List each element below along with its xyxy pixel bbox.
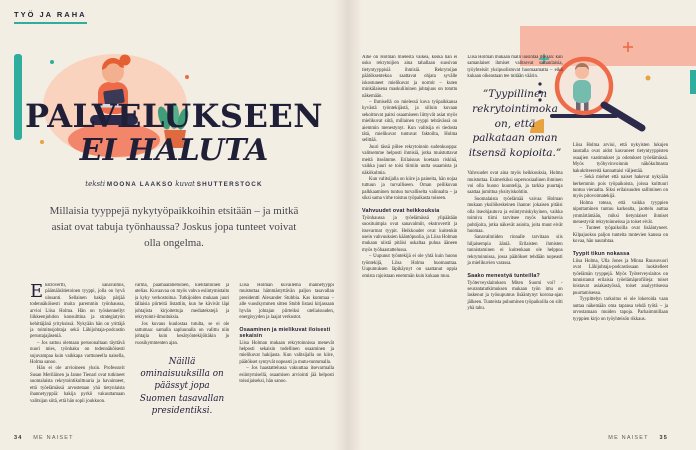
magazine-brand: ME NAISET	[33, 435, 74, 441]
byline-text-label: teksti	[85, 179, 106, 188]
body-paragraph: Liisa Holman mukaan malli uusintaa itseään: kun samanlaiset ihmiset valitsevat samanlaisia, työyhteisöt yksipuolistuvat huomaamatta – eikä kukaan oikeastaan tee mitään väärin.	[467, 55, 563, 80]
body-paragraph: Työterveyslaitoksen Miten Suomi voi? -seurantatutkimuksen mukaan työn imu on laskenut ja työuupumus lisääntynyt korona-ajan jälkeen. Tunteista puhuminen työpaikoilla on silti yhä tabu.	[467, 280, 563, 312]
body-paragraph: Vahvuudet ovat aina myös heikkouksia, Holma muistuttaa. Esimerkiksi supersosiaalinen ihminen voi olla huono kuuntelija, ja tarkka puurtaja saattaa jumittua yksityiskohtiin.	[467, 171, 563, 196]
pull-quote: ”Tyypillinen rekrytointimoka on, että palkataan oman itsensä kopioita.”	[468, 87, 562, 160]
left-body-columns	[30, 283, 334, 423]
body-column	[362, 55, 457, 423]
body-paragraph: Tyypittelyn tarkoitus ei ole lokeroida vaan auttaa näkemään oma tapansa tehdä työtä – ja arvostamaan muiden tapoja. Parhaimmillaan tyyppien kirjo on työyhteisön rikkaus.	[572, 297, 668, 322]
dot-decor	[50, 60, 54, 64]
page-number: 35	[659, 435, 668, 441]
body-paragraph: – Jos haastattelussa vakuuttaa itsevarmalla esiintymisellä, osaamisen arviointi jää helposti toissijaiseksi, hän sanoo.	[239, 366, 335, 385]
body-paragraph: Työnhaussa ja työelämässä ylipäätään suosituimpia ovat sanavalmiit, ekstrovertit ja itsevarmat tyypit. Heikkoudet ovat kuitenkin usein vahvuuksien kääntöpuolia, ja Liisa Holman mukaan niistä pitäisi uskaltaa puhua ääneen myös työhaastattelussa.	[362, 215, 458, 253]
magazine-brand: ME NAISET	[608, 435, 649, 441]
page-number: 34	[14, 435, 23, 441]
body-paragraph: – Jos sattuu olemaan persoonaltaan täyttävä nuori mies, työnhaku on todennäköisesti sujuvampaa kuin vaikkapa varttuneella naisella, Holma sanoo.	[30, 340, 125, 366]
footer-left	[14, 435, 74, 441]
byline	[0, 180, 348, 188]
body-paragraph: Sanavalmiiden rinnalle tarvitaan siis hiljaisempia ääniä. Erilaisten ihmisten tunnistaminen ei kuitenkaan ole helppoa rekrytoinnissa, jossa päätökset tehdään nopeasti ja mielikuvien varassa.	[467, 235, 563, 267]
subheading: Vahvuudet ovat heikkouksia	[362, 207, 440, 214]
subheading: Osaaminen ja mielikuvat iloisesti sekaisin	[239, 326, 331, 339]
body-paragraph: Suomalaista työelämää vaivaa Holman mukaan yksilökeskeinen ihanne: jokaisen pitäisi olla itseohjautuva ja esiintymiskykyinen, vaikka toimiva tiimi tarvitsee myös harkitsevia pohtijoita, jotka näkevät asioita, joita muut eivät huomaa.	[467, 196, 563, 235]
teal-tab-decor	[690, 70, 696, 94]
body-paragraph: – Sekä miehet että naiset hakevat nykyään herkemmin pois työpaikoista, joissa kulttuuri tuntuu vieraalta. Siksi erilaisuuden salliminen on myös pitovoimatekijä.	[572, 175, 668, 200]
body-paragraph: Liisa Holma, Ulla Jones ja Minna Ruusuvuori ovat Lähijohtaja-podcastissaan luokitelleet työelämän tyyppejä. Myös Työterveyslaitos on tunnistanut erilaisia työelämäprofiileja: toiset loistavat asiakastyössä, toiset analyyttisessa puurtamisessa.	[572, 258, 668, 296]
body-paragraph: Jos kuvaus kuulostaa tutulta, se ei ole sattumaa: samalla sapluunalla on valittu niin johtajia kuin kesätyöntekijöitäkin jo vuosikymmenten ajan.	[134, 321, 230, 346]
body-paragraph: Hän ei ole arvioineen yksin. Professorit Susan Meriläinen ja Janne Tienari ovat tutkineet suomalaista rekrytointikulttuuria ja havainneet, että työelämässä arvostetaan yhä tietynlaista ihannetyyppiä: hakija pyrkii vakuuttamaan valitsijan siitä, että hän sopii joukkoon.	[30, 366, 125, 404]
article-title: PALVELUKSEEN	[24, 97, 324, 135]
body-column	[135, 283, 230, 423]
body-paragraph: – Tunteet työpaikoilla ovat lisääntyneet. Kilpajuoksu paljon tunteita tuntevien kanssa on kovaa, hän naurahtaa.	[572, 226, 668, 245]
byline-author: MOONA LAAKSO	[106, 180, 174, 188]
right-page	[348, 0, 696, 450]
subheading: Saako menestyä tunteilla?	[467, 272, 541, 279]
standfirst: Millaisia tyyppejä nykytyöpaikkoihin etsitään – ja mitkä asiat ovat tabuja työnhaussa? Joskus jopa tunteet voivat olla ongelma.	[49, 204, 299, 250]
pull-quote: Näillä ominaisuuksilla on päässyt jopa Suomen tasavallan presidentiksi.	[139, 357, 225, 416]
sparkle-icon	[623, 42, 633, 52]
right-body-columns	[362, 55, 668, 423]
byline-photo-label: kuvat	[175, 179, 195, 188]
body-paragraph: Ekstrovertti, sanavalmis, päämäärätietoinen tyyppi, jolla on hyvä ulosanti. Sellainen hakija pärjää todennäköisesti muita paremmin työnhaussa, arvioi Liisa Holma. Hän on työskennellyt liikkeenjohdon konsulttina ja strategiatyön kehittäjänä yrityksissä. Nykyään hän on yrittäjä ja toimitusjohtaja sekä Lähijohtaja-podcastin perustajajäseniä.	[30, 283, 125, 340]
article-subtitle: EI HALUTA	[79, 132, 269, 168]
body-paragraph: Liisa Holman mukaan rekrytoinnissa menevät helposti sekaisin todellinen osaaminen ja mielikuvat hakijasta. Kun valitsijalla on kiire, päätökset syntyvät nopeasti ja mutu-tuntumalla.	[239, 340, 335, 365]
body-paragraph: Liisa Holma arvioi, että nykyisten lukujen taustalla ovat aidot kasvaneet tietyntyyppisten osaajien vaatimukset ja odotukset työelämässä. Myös työhyvinvoinnin näkökulmasta hakukriteereitä kannattaisi väljentää.	[572, 143, 668, 174]
article-header	[0, 97, 348, 251]
body-column	[467, 55, 562, 423]
body-paragraph: Juuri tässä piilee rekrytoinnin sudenkuoppa: valitsemme helposti ihmisiä, jotka muistuttavat meitä itseämme. Erilaisuus koetaan riskinä, vaikka juuri se toisi tiimiin uutta osaamista ja näkökulmia.	[362, 144, 458, 176]
body-paragraph: Holma toteaa, että vaikka tyyppien niputtaminen tuntuu karkealta, jaottelu auttaa ymmärtämään, miksi tietynlaiset ihmiset menestyvät rekrytoinneissa ja toiset eivät.	[572, 200, 668, 226]
body-column	[573, 55, 668, 423]
byline-photo-credit: SHUTTERSTOCK	[196, 180, 263, 188]
body-paragraph: Aihe on Holman mielestä vaikea, koska hän ei usko rekrytoijien aina tahallaan suosivan tietyntyyppisiä ihmisiä. Rekrytoijan päätöksentekoa saattavat ohjata syvälle iskostuneet mielikuvat ja normit – kuten minkälaisena maskuliininen johtajuus on totuttu näkemään.	[362, 55, 458, 99]
drop-cap: E	[30, 283, 44, 302]
body-paragraph: Liisa Holman kuvailema ihannetyyppi muistuttaa hämmästyttävän paljon tasavallan presidentti Alexander Stubbia. Kas kummaa – alle vuosikymmen sitten Stubb listasi kirjassaan hyvän johtajan piirteiksi uteliaisuuden, energisyyden ja laajat verkostot.	[239, 283, 335, 321]
body-paragraph: – Ihmisellä on mielessä kuva työpaikkansa hyvästä työntekijästä, ja silloin kuvaan sekoittuvat paitsi osaamiseen liittyvät asiat myös mielikuvat siitä, millainen tyyppi tehtävässä on aiemmin menestynyt. Kun valitsija ei tiedosta tätä, mielikuvat tuntuvat faktoilta, Holma selittää.	[362, 99, 458, 144]
body-paragraph: – Uupunut työntekijä ei ole yhtä kuin huono työntekijä, Liisa Holma huomauttaa. Uupumuksen läpikäynyt on saattanut oppia omista rajoistaan enemmän kuin kukaan muu.	[362, 254, 458, 279]
section-tag: TYÖ JA RAHA	[14, 10, 87, 24]
body-paragraph: Kun valitsijalla on kiire ja paineita, hän nojaa tuttuun ja turvalliseen. Oman peilikuvan palkkaaminen tuntuu turvalliselta valinnalta – ja siksi sama virhe toistuu työpaikasta toiseen.	[362, 177, 458, 202]
footer-right	[608, 435, 668, 441]
subheading: Tyypit tikun nokassa	[572, 250, 630, 257]
body-column	[30, 283, 125, 423]
body-column	[239, 283, 334, 423]
body-paragraph: varma, päämäärätietoinen, kielitaitoinen ja utelias. Kuvaavaa on myös vahva esiintymistaito ja kyky verkostoitua. Tutkijoiden mukaan juuri tällaisia piirteitä listattiin, kun he kävivät läpi johtajista kirjoitettuja mediatekstejä ja rekrytointi-ilmoituksia.	[134, 283, 230, 321]
dot-decor	[185, 75, 189, 79]
